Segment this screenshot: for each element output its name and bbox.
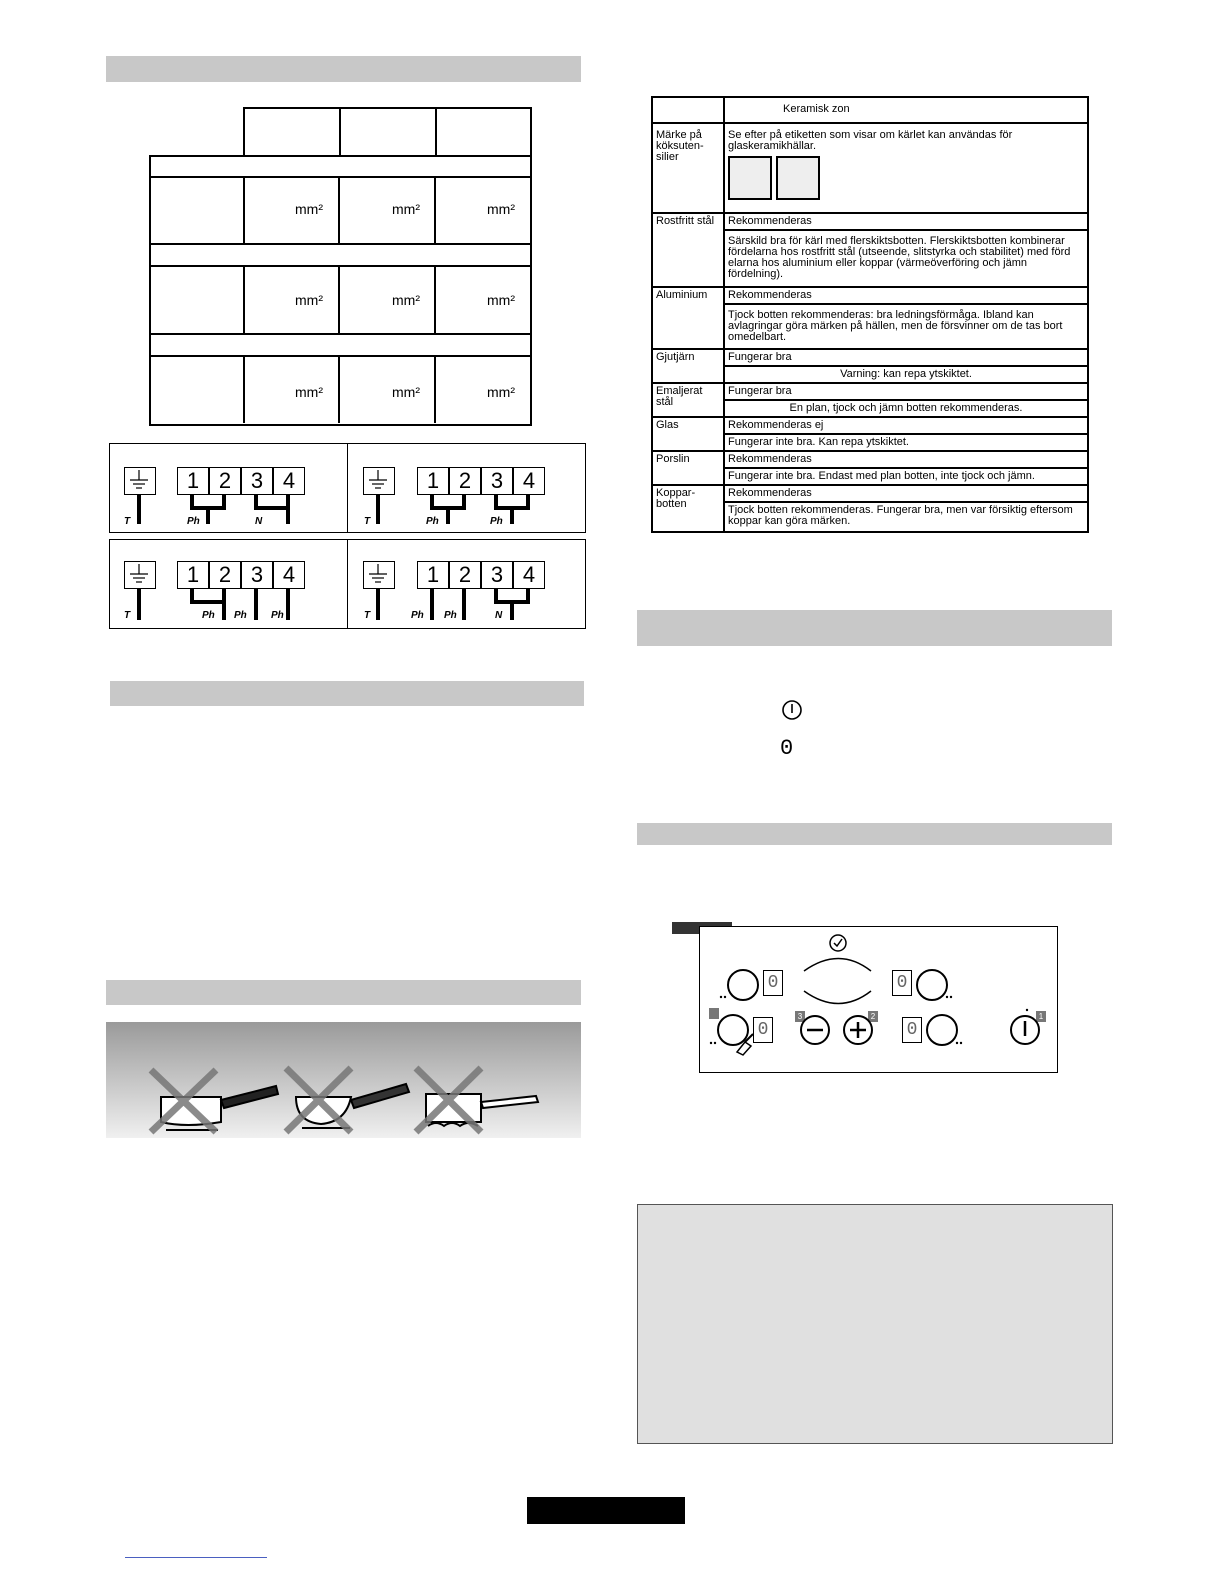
power-button[interactable]: [1009, 1014, 1043, 1048]
wire-label: T: [124, 610, 131, 621]
power-icon: [781, 699, 803, 721]
material-cell: Rostfritt stål: [652, 213, 724, 287]
material-cell: Emaljerat stål: [652, 383, 724, 417]
wire-label: Ph: [411, 610, 424, 621]
bad-cookware-icon: [106, 1022, 581, 1138]
material-cell: Gjutjärn: [652, 349, 724, 383]
material-cell: Märke på köksuten-silier: [652, 123, 724, 213]
terminal: 2: [209, 467, 241, 495]
wire-label: Ph: [187, 516, 200, 527]
wire-label: Ph: [490, 516, 503, 527]
plus-button[interactable]: [842, 1014, 876, 1048]
section-header-bar: [637, 823, 1112, 845]
label-symbols: [728, 152, 1084, 205]
wire-label: T: [364, 516, 371, 527]
unit-label: mm²: [392, 201, 420, 217]
unit-label: mm²: [295, 201, 323, 217]
cookware-illustration: [106, 1022, 581, 1138]
indicator-tag: 3: [795, 1011, 805, 1022]
terminal: 4: [513, 467, 545, 495]
terminal: 4: [273, 561, 305, 589]
material-cell: Koppar-botten: [652, 485, 724, 532]
text-cell: Tjock botten rekommenderas. Fungerar bra, men var försiktig eftersom koppar kan göra märken.: [724, 502, 1088, 532]
terminal: 1: [417, 467, 449, 495]
table-row: [652, 287, 1088, 304]
text-cell: Särskild bra för kärl med flerskiktsbotten. Flerskiktsbotten kombinerar fördelarna hos rostfritt stål (utseende, slitstyrka och stabilitet) med förd elarna hos aluminium eller koppar (värmeöverföring och jämn fördelning).: [724, 230, 1088, 287]
ceramic-hob-icon: [728, 156, 772, 200]
unit-label: mm²: [487, 201, 515, 217]
indicator-tag: 1: [1036, 1011, 1046, 1022]
wire-label: T: [124, 516, 131, 527]
section-header-bar: [110, 681, 584, 706]
section-header-bar: [106, 980, 581, 1005]
wire-label: Ph: [426, 516, 439, 527]
terminal: 2: [449, 561, 481, 589]
zone-display: 0: [902, 1017, 922, 1043]
table-header: Keramisk zon: [724, 97, 1088, 123]
induction-icon: [776, 156, 820, 200]
text-cell: Varning: kan repa ytskiktet.: [724, 366, 1088, 383]
terminal: 3: [481, 561, 513, 589]
footer-link-line: [125, 1557, 267, 1558]
table-cell: [724, 123, 1088, 213]
cookware-table: [651, 96, 1089, 533]
rec-cell: Rekommenderas: [724, 213, 1088, 230]
table-row: [652, 417, 1088, 434]
wire-label: Ph: [234, 610, 247, 621]
wire-label: Ph: [202, 610, 215, 621]
table-row: [652, 213, 1088, 230]
rec-cell: Fungerar bra: [724, 383, 1088, 400]
text-cell: Tjock botten rekommenderas: bra ledningsförmåga. Ibland kan avlagringar göra märken på hällen, men de försvinner om de tas bort omedelbart.: [724, 304, 1088, 349]
table-row: [652, 485, 1088, 502]
zero-symbol: 0: [780, 736, 794, 761]
rec-cell: Rekommenderas: [724, 485, 1088, 502]
terminal: 2: [449, 467, 481, 495]
table-cell: [652, 97, 724, 123]
text-cell: Fungerar inte bra. Kan repa ytskiktet.: [724, 434, 1088, 451]
unit-label: mm²: [392, 384, 420, 400]
zone-knob-bottom-right[interactable]: [926, 1014, 958, 1046]
zone-display: 0: [892, 970, 912, 996]
material-cell: Glas: [652, 417, 724, 451]
terminal: 3: [241, 561, 273, 589]
wire-label: Ph: [444, 610, 457, 621]
unit-label: mm²: [295, 292, 323, 308]
zone-knob-top-left[interactable]: [727, 969, 759, 1001]
terminal: 3: [241, 467, 273, 495]
wire-label: N: [495, 610, 503, 621]
terminal: 1: [177, 561, 209, 589]
rec-cell: Rekommenderas: [724, 451, 1088, 468]
page-number-bar: [527, 1497, 685, 1524]
terminal: 4: [513, 561, 545, 589]
table-row: [652, 451, 1088, 468]
zone-display: 0: [763, 970, 783, 996]
unit-label: mm²: [392, 292, 420, 308]
wire-label: N: [255, 516, 263, 527]
unit-label: mm²: [295, 384, 323, 400]
terminal: 1: [417, 561, 449, 589]
table-row: [652, 383, 1088, 400]
material-cell: Aluminium: [652, 287, 724, 349]
zone-display: 0: [753, 1017, 773, 1043]
terminal: 1: [177, 467, 209, 495]
indicator-tag: 2: [868, 1011, 878, 1022]
wire-label: T: [364, 610, 371, 621]
material-cell: Porslin: [652, 451, 724, 485]
info-box: [637, 1204, 1113, 1444]
table-row: [652, 123, 1088, 213]
section-header-bar: [637, 610, 1112, 646]
text-cell: Fungerar inte bra. Endast med plan botten, inte tjock och jämn.: [724, 468, 1088, 485]
wire-label: Ph: [271, 610, 284, 621]
unit-label: mm²: [487, 292, 515, 308]
rec-cell: Rekommenderas ej: [724, 417, 1088, 434]
indicator-tag: [709, 1008, 719, 1019]
table-row: [652, 97, 1088, 123]
unit-label: mm²: [487, 384, 515, 400]
terminal: 4: [273, 467, 305, 495]
rec-cell: Fungerar bra: [724, 349, 1088, 366]
minus-button[interactable]: [799, 1014, 833, 1048]
terminal: 3: [481, 467, 513, 495]
hand-pointer-icon: [733, 1030, 759, 1056]
label-text: Se efter på etiketten som visar om kärlet kan användas för glaskeramikhällar.: [728, 129, 1013, 152]
zone-knob-top-right[interactable]: [916, 969, 948, 1001]
table-row: [652, 349, 1088, 366]
text-cell: En plan, tjock och jämn botten rekommenderas.: [724, 400, 1088, 417]
rec-cell: Rekommenderas: [724, 287, 1088, 304]
terminal: 2: [209, 561, 241, 589]
